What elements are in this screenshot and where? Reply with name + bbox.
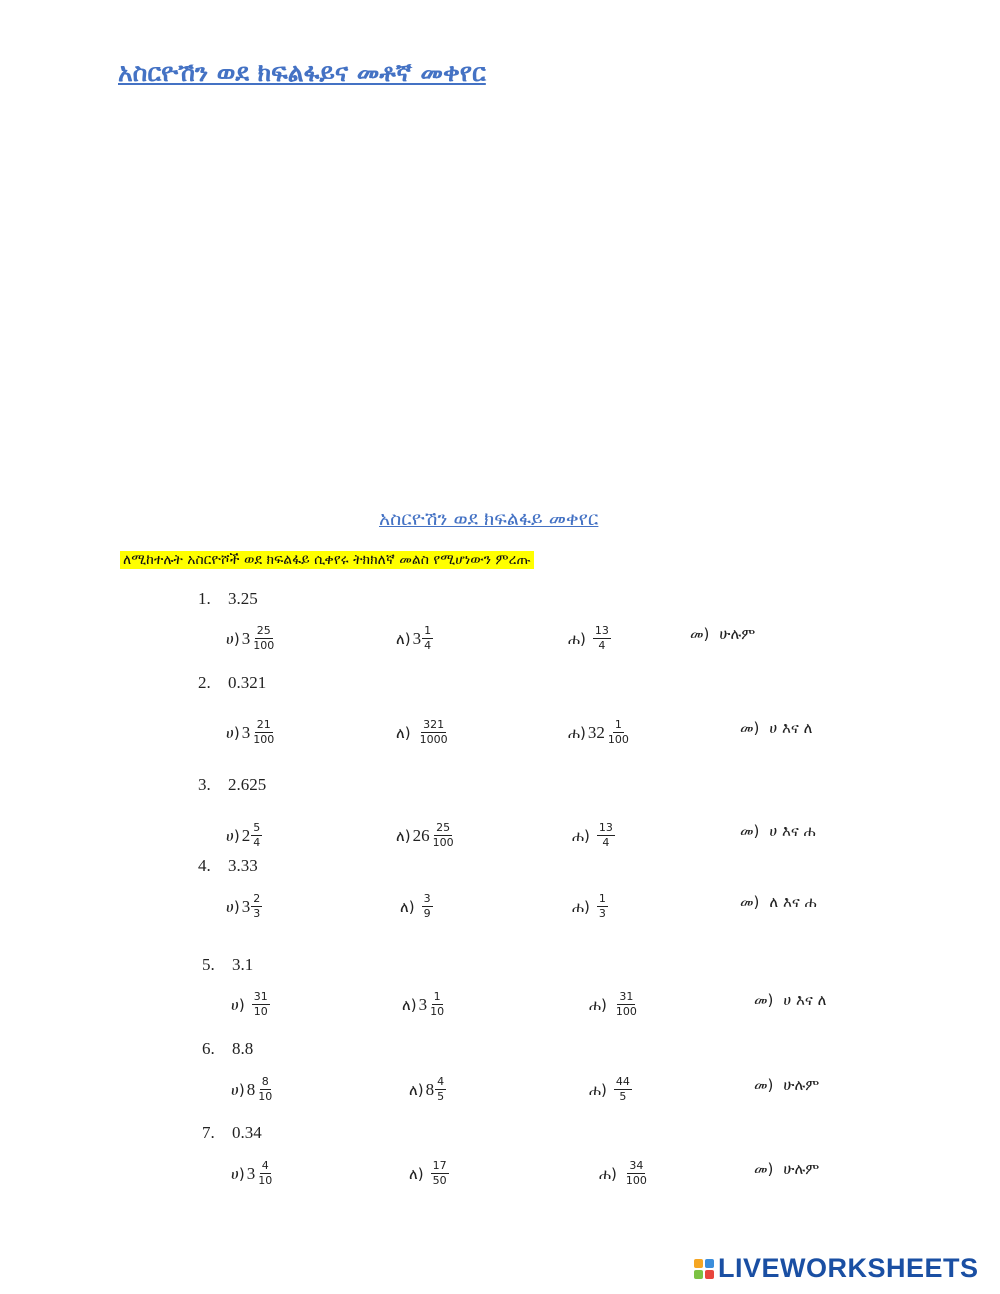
question-5: [202, 955, 253, 975]
option-label: ሀ): [231, 1080, 245, 1099]
answer-option[interactable]: [572, 893, 608, 920]
question-number: 2.: [198, 673, 211, 692]
answer-option[interactable]: [402, 991, 446, 1018]
question-decimal: 8.8: [232, 1039, 254, 1058]
numerator: 4: [435, 1076, 446, 1090]
numerator: 25: [255, 625, 273, 639]
fraction: [428, 991, 446, 1018]
whole-number: 2: [241, 825, 251, 845]
question-decimal: 0.34: [232, 1123, 262, 1142]
question-decimal: 3.25: [228, 589, 258, 608]
whole-number: 26: [412, 825, 430, 845]
numerator: 5: [251, 822, 262, 836]
answer-option[interactable]: [599, 1160, 649, 1187]
denominator: 4: [424, 639, 432, 653]
option-label: ሀ): [226, 826, 240, 845]
answer-option[interactable]: [396, 822, 456, 849]
question-number: 3.: [198, 775, 211, 794]
numerator: 13: [597, 822, 615, 836]
numerator: 8: [260, 1076, 271, 1090]
liveworksheets-logo-icon: [694, 1259, 714, 1279]
numerator: 321: [421, 719, 446, 733]
answer-option[interactable]: [226, 822, 262, 849]
liveworksheets-brand: [694, 1253, 979, 1284]
answer-option[interactable]: [568, 719, 631, 746]
whole-number: 8: [246, 1079, 256, 1099]
answer-option[interactable]: [572, 822, 615, 849]
option-label: ሐ): [568, 723, 586, 742]
numerator: 2: [251, 893, 262, 907]
answer-option[interactable]: [231, 1076, 274, 1103]
fraction: [251, 822, 262, 849]
fraction: [251, 719, 276, 746]
option-label: ሀ): [226, 897, 240, 916]
option-label: ሐ): [568, 629, 586, 648]
denominator: 4: [253, 836, 261, 850]
whole-number: 32: [587, 722, 605, 742]
answer-option[interactable]: [226, 719, 276, 746]
question-decimal: 0.321: [228, 673, 267, 692]
option-text: ሁሉም: [783, 1160, 820, 1178]
section-title: አስርዮሽን ወደ ክፍልፋይ መቀየር: [379, 508, 599, 530]
denominator: 10: [258, 1090, 273, 1104]
option-label: ለ): [396, 826, 411, 845]
denominator: 3: [598, 907, 606, 921]
fraction: [614, 1076, 632, 1103]
numerator: 13: [593, 625, 611, 639]
numerator: 4: [260, 1160, 271, 1174]
question-number: 4.: [198, 856, 211, 875]
option-label: መ): [740, 822, 760, 840]
question-number: 6.: [202, 1039, 215, 1058]
fraction: [418, 719, 450, 746]
whole-number: 3: [241, 722, 251, 742]
question-4: [198, 856, 258, 876]
answer-option[interactable]: [409, 1160, 449, 1187]
whole-number: 3: [412, 628, 422, 648]
question-number: 7.: [202, 1123, 215, 1142]
denominator: 100: [615, 1005, 637, 1019]
denominator: 4: [598, 639, 606, 653]
question-2: [198, 673, 266, 693]
question-number: 1.: [198, 589, 211, 608]
option-label: ለ): [409, 1080, 424, 1099]
logo-tile: [694, 1270, 703, 1279]
whole-number: 8: [425, 1079, 435, 1099]
answer-option[interactable]: [740, 893, 817, 911]
answer-option[interactable]: [690, 625, 755, 643]
logo-tile: [705, 1259, 714, 1268]
denominator: 9: [423, 907, 431, 921]
fraction: [252, 991, 270, 1018]
fraction: [606, 719, 631, 746]
option-label: ለ): [402, 995, 417, 1014]
denominator: 100: [432, 836, 454, 850]
whole-number: 3: [241, 628, 251, 648]
option-label: ለ): [400, 897, 415, 916]
denominator: 1000: [419, 733, 448, 747]
answer-option[interactable]: [740, 719, 812, 737]
fraction: [256, 1160, 274, 1187]
answer-option[interactable]: [396, 625, 433, 652]
brand-name: LIVEWORKSHEETS: [718, 1253, 979, 1283]
fraction: [435, 1076, 446, 1103]
option-label: ሐ): [572, 826, 590, 845]
answer-option[interactable]: [396, 719, 450, 746]
numerator: 1: [613, 719, 624, 733]
answer-option[interactable]: [400, 893, 433, 920]
numerator: 1: [432, 991, 443, 1005]
fraction: [593, 625, 611, 652]
option-label: ሐ): [572, 897, 590, 916]
question-7: [202, 1123, 262, 1143]
fraction: [597, 822, 615, 849]
answer-option[interactable]: [226, 625, 276, 652]
logo-tile: [694, 1259, 703, 1268]
option-label: ለ): [396, 723, 411, 742]
answer-option[interactable]: [589, 1076, 632, 1103]
answer-option[interactable]: [226, 893, 262, 920]
numerator: 1: [422, 625, 433, 639]
numerator: 34: [627, 1160, 645, 1174]
option-text: ሀ እና ለ: [769, 719, 813, 737]
denominator: 5: [619, 1090, 627, 1104]
fraction: [597, 893, 608, 920]
denominator: 3: [253, 907, 261, 921]
denominator: 10: [430, 1005, 445, 1019]
numerator: 25: [434, 822, 452, 836]
option-label: ለ): [396, 629, 411, 648]
question-decimal: 2.625: [228, 775, 267, 794]
numerator: 31: [617, 991, 635, 1005]
option-text: ለ እና ሐ: [769, 893, 817, 911]
fraction: [614, 991, 639, 1018]
denominator: 10: [253, 1005, 268, 1019]
option-label: ሐ): [599, 1164, 617, 1183]
denominator: 10: [258, 1174, 273, 1188]
denominator: 50: [432, 1174, 447, 1188]
option-label: ሀ): [231, 1164, 245, 1183]
answer-option[interactable]: [754, 1160, 819, 1178]
denominator: 100: [253, 639, 275, 653]
fraction: [431, 1160, 449, 1187]
numerator: 44: [614, 1076, 632, 1090]
fraction: [251, 625, 276, 652]
question-3: [198, 775, 266, 795]
whole-number: 3: [246, 1163, 256, 1183]
denominator: 100: [625, 1174, 647, 1188]
instruction-text: ለሚከተሉት አስርዮሾች ወደ ክፍልፋይ ሲቀየሩ ትክክለኛ መልስ የሚሆነውን ምረጡ: [120, 551, 534, 569]
option-label: ሀ): [226, 629, 240, 648]
fraction: [431, 822, 456, 849]
fraction: [422, 625, 433, 652]
page-title: አስርዮሽን ወደ ክፍልፋይና መቶኛ መቀየር: [118, 58, 486, 87]
option-label: ሀ): [231, 995, 245, 1014]
option-label: መ): [740, 719, 760, 737]
question-1: [198, 589, 258, 609]
answer-option[interactable]: [754, 1076, 819, 1094]
numerator: 3: [422, 893, 433, 907]
numerator: 17: [431, 1160, 449, 1174]
denominator: 100: [607, 733, 629, 747]
option-text: ሁሉም: [719, 625, 756, 643]
question-decimal: 3.33: [228, 856, 258, 875]
denominator: 4: [602, 836, 610, 850]
option-label: መ): [754, 1160, 774, 1178]
answer-option[interactable]: [231, 991, 270, 1018]
option-label: መ): [754, 991, 774, 1009]
option-label: ሐ): [589, 995, 607, 1014]
fraction: [422, 893, 433, 920]
option-label: ለ): [409, 1164, 424, 1183]
answer-option[interactable]: [568, 625, 611, 652]
fraction: [256, 1076, 274, 1103]
answer-option[interactable]: [754, 991, 826, 1009]
denominator: 100: [253, 733, 275, 747]
option-text: ሁሉም: [783, 1076, 820, 1094]
option-text: ሀ እና ሐ: [769, 822, 816, 840]
question-decimal: 3.1: [232, 955, 254, 974]
answer-option[interactable]: [740, 822, 816, 840]
fraction: [251, 893, 262, 920]
whole-number: 3: [241, 896, 251, 916]
option-label: መ): [690, 625, 710, 643]
question-6: [202, 1039, 253, 1059]
answer-option[interactable]: [231, 1160, 274, 1187]
question-number: 5.: [202, 955, 215, 974]
option-label: ሐ): [589, 1080, 607, 1099]
option-text: ሀ እና ለ: [783, 991, 827, 1009]
denominator: 5: [437, 1090, 445, 1104]
numerator: 21: [255, 719, 273, 733]
option-label: መ): [754, 1076, 774, 1094]
logo-tile: [705, 1270, 714, 1279]
numerator: 31: [252, 991, 270, 1005]
fraction: [624, 1160, 649, 1187]
answer-option[interactable]: [589, 991, 639, 1018]
option-label: ሀ): [226, 723, 240, 742]
answer-option[interactable]: [409, 1076, 446, 1103]
option-label: መ): [740, 893, 760, 911]
numerator: 1: [597, 893, 608, 907]
whole-number: 3: [418, 994, 428, 1014]
